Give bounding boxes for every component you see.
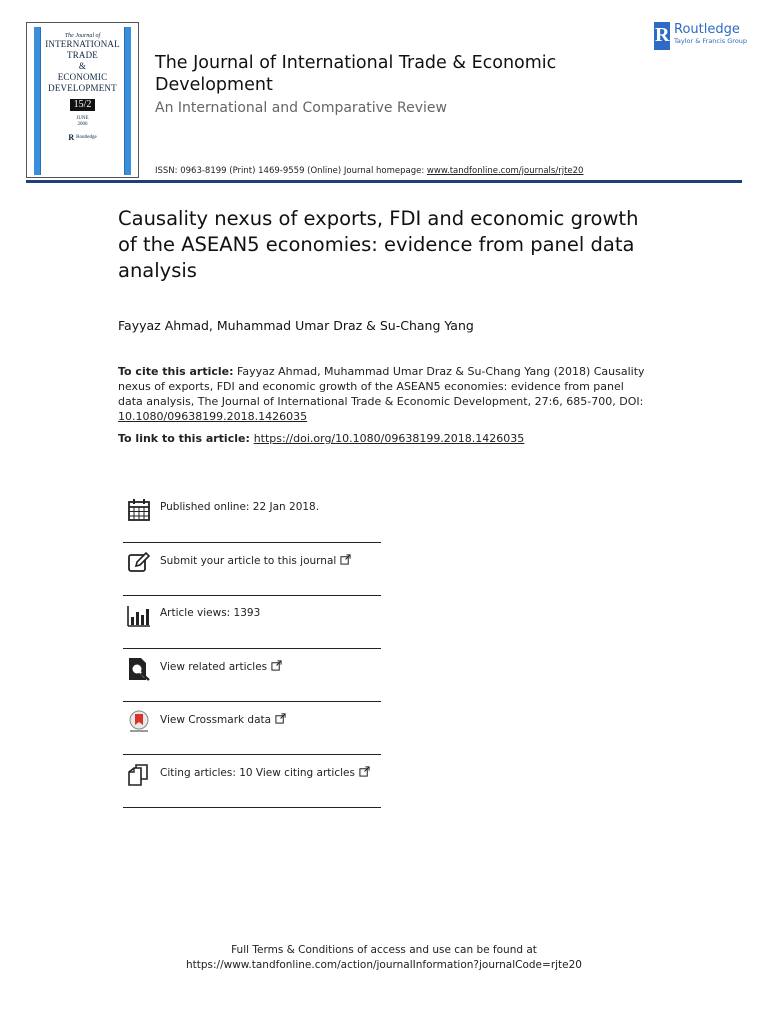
external-link-icon [271, 660, 282, 671]
citing-icon [127, 763, 151, 787]
link-line [118, 432, 524, 445]
footer-terms-text: Full Terms & Conditions of access and use can be found at [231, 944, 537, 956]
article-info-list [123, 490, 381, 808]
cover-issue: 15/2 [70, 99, 96, 111]
crossmark-label: View Crossmark data [160, 714, 272, 726]
crossmark-link[interactable] [160, 713, 286, 726]
terms-footer [0, 943, 768, 973]
related-articles-link[interactable] [160, 660, 282, 673]
external-link-icon [275, 713, 286, 724]
article-authors: Fayyaz Ahmad, Muhammad Umar Draz & Su-Chang Yang [118, 318, 474, 333]
citation-block [118, 364, 648, 424]
cover-small-title: The Journal of [64, 33, 101, 39]
cover-title-line: & [78, 61, 87, 71]
publisher-group: Taylor & Francis Group [674, 37, 748, 45]
info-row-related[interactable] [123, 649, 381, 702]
article-views: Article views: 1393 [160, 607, 261, 619]
journal-homepage-link[interactable]: www.tandfonline.com/journals/rjte20 [426, 166, 584, 176]
cite-doi-link[interactable]: 10.1080/09638199.2018.1426035 [118, 410, 308, 423]
calendar-icon [127, 498, 151, 522]
cover-date [41, 116, 124, 128]
info-row-published [123, 490, 381, 543]
published-date: Published online: 22 Jan 2018. [160, 501, 320, 513]
routledge-logo[interactable] [654, 22, 747, 50]
submit-article-label: Submit your article to this journal [160, 555, 337, 567]
cover-title-line: DEVELOPMENT [48, 83, 117, 93]
external-link-icon [340, 554, 351, 565]
journal-cover [26, 22, 139, 178]
cite-label: To cite this article: [118, 365, 234, 378]
journal-title: The Journal of International Trade & Economic Development [155, 53, 557, 95]
header-divider [26, 180, 742, 183]
citing-articles-label: Citing articles: 10 View citing articles [160, 767, 355, 779]
issn-line [155, 166, 583, 176]
publisher-name: Routledge [674, 22, 740, 37]
cover-blue-band [34, 27, 131, 175]
cover-title-line: TRADE [67, 50, 98, 60]
edit-icon [127, 551, 151, 575]
cover-month: JUNE [76, 116, 89, 121]
cite-text: Fayyaz Ahmad, Muhammad Umar Draz & Su-Chang Yang (2018) Causality nexus of exports, FDI and economic growth of the ASEAN5 economies: evidence from panel data analysis, The Journal of International Trade & Economic Development, 27:6, 685-700, DOI: [118, 365, 645, 408]
external-link-icon [359, 766, 370, 777]
cover-title [41, 39, 124, 94]
cover-publisher-name: Routledge [76, 135, 97, 140]
info-row-crossmark[interactable] [123, 702, 381, 755]
info-row-submit[interactable] [123, 543, 381, 596]
cover-title-line: INTERNATIONAL [45, 39, 120, 49]
routledge-logo-text [674, 22, 747, 45]
routledge-r-icon [654, 22, 670, 50]
cover-year: 2006 [77, 122, 88, 127]
journal-subtitle: An International and Comparative Review [155, 100, 447, 116]
cover-publisher-logo-icon: R [68, 133, 75, 142]
submit-article-link[interactable] [160, 554, 351, 567]
info-row-citing[interactable] [123, 755, 381, 808]
doi-link[interactable]: https://doi.org/10.1080/09638199.2018.1426035 [253, 432, 525, 445]
cover-panel [40, 27, 125, 175]
cover-publisher [41, 133, 124, 142]
bar-chart-icon [127, 604, 151, 628]
article-title: Causality nexus of exports, FDI and economic growth of the ASEAN5 economies: evidence from panel data analysis [118, 207, 639, 282]
citing-articles-link[interactable] [160, 766, 370, 779]
search-document-icon [127, 657, 151, 681]
crossmark-icon [127, 710, 151, 734]
related-articles-label: View related articles [160, 661, 268, 673]
info-row-views [123, 596, 381, 649]
link-label: To link to this article: [118, 432, 254, 445]
footer-terms-link[interactable]: https://www.tandfonline.com/action/journalInformation?journalCode=rjte20 [185, 959, 582, 971]
issn-text: ISSN: 0963-8199 (Print) 1469-9559 (Online) Journal homepage: [155, 166, 427, 176]
cover-title-line: ECONOMIC [57, 72, 108, 82]
